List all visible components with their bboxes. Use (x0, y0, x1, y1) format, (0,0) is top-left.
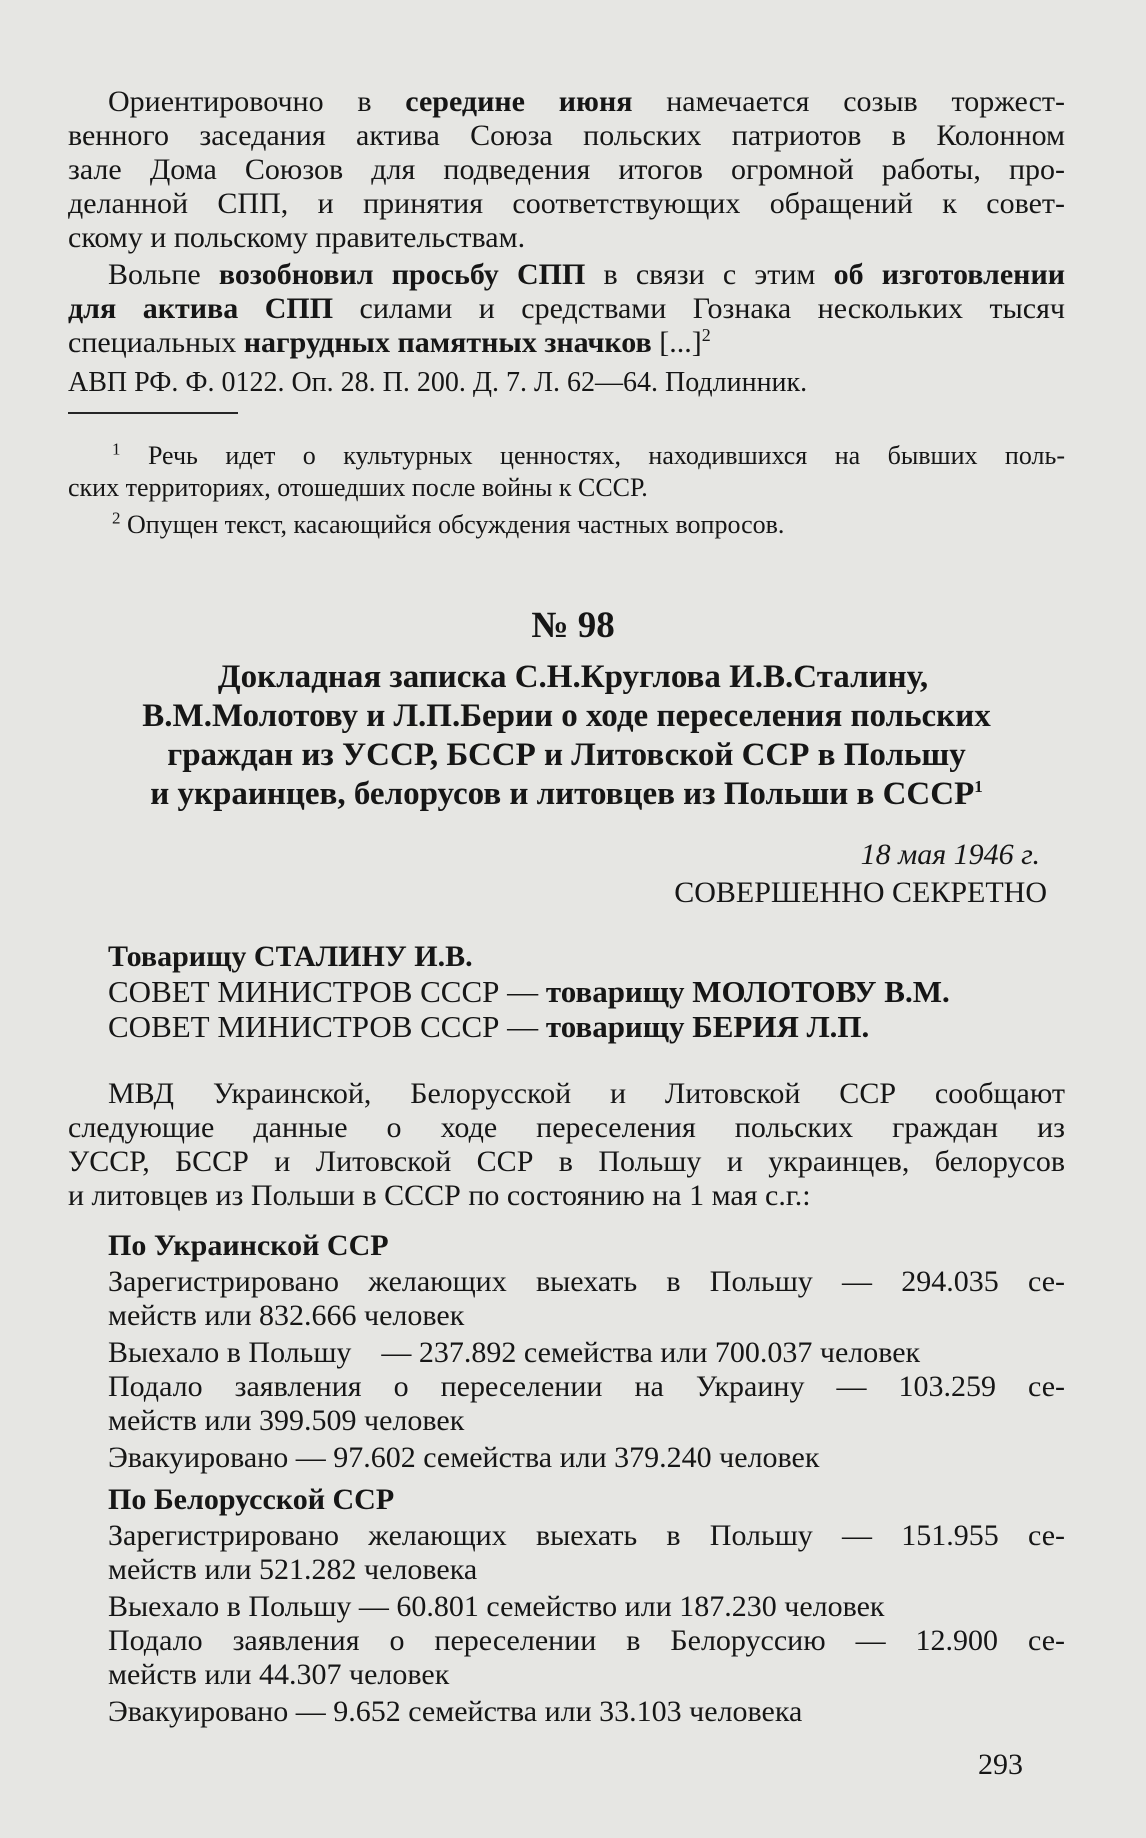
belarus-applications-line-1: Подало заявления о переселении в Белоруссию — 12.900 се- (108, 1624, 1065, 1657)
ukraine-applications-line-2: мейств или 399.509 человек (108, 1404, 465, 1437)
intro-line-1: МВД Украинской, Белорусской и Литовской ССР сообщают (108, 1077, 1065, 1110)
footnote-1-line-2: ских территориях, отошедших после войны к СССР. (68, 473, 648, 502)
addressee-stalin: Товарищу СТАЛИНУ И.В. (108, 940, 473, 973)
paragraph-1-line-2: венного заседания актива Союза польских патриотов в Колонном (68, 119, 1065, 152)
ukraine-evacuated: Эвакуировано — 97.602 семейства или 379.240 человек (108, 1441, 820, 1474)
footnote-2: $^2$ Опущен текст, касающийся обсуждения частных вопросов. (112, 508, 785, 539)
title-line-3: граждан из УССР, БССР и Литовской ССР в Польшу (167, 737, 966, 773)
footnote-1-line-1: $^1$ Речь идет о культурных ценностях, находившихся на бывших поль- (112, 439, 1065, 470)
paragraph-1-line-1: Ориентировочно в середине июня намечается созыв торжест- (108, 85, 1066, 118)
paragraph-2-line-1: Вольпе возобновил просьбу СПП в связи с этим об изготовлении (108, 258, 1066, 291)
page-number: 293 (978, 1748, 1023, 1781)
paragraph-1-line-4: деланной СПП, и принятия соответствующих обращений к совет- (68, 187, 1065, 220)
belarus-evacuated: Эвакуировано — 9.652 семейства или 33.103 человека (108, 1695, 803, 1728)
ukraine-applications-line-1: Подало заявления о переселении на Украину — 103.259 се- (108, 1370, 1065, 1403)
belarus-registered-line-1: Зарегистрировано желающих выехать в Польшу — 151.955 се- (108, 1519, 1065, 1552)
document-date: 18 мая 1946 г. (860, 838, 1040, 871)
title-line-4: и украинцев, белорусов и литовцев из Польши в СССР$^1$ (150, 776, 983, 812)
intro-line-4: и литовцев из Польши в СССР по состоянию на 1 мая с.г.: (68, 1179, 811, 1212)
footnote-divider (68, 412, 238, 414)
belarus-heading: По Белорусской ССР (108, 1483, 395, 1516)
paragraph-1-line-5: скому и польскому правительствам. (68, 221, 526, 254)
classification-stamp: СОВЕРШЕННО СЕКРЕТНО (674, 876, 1047, 909)
ukraine-registered-line-1: Зарегистрировано желающих выехать в Польшу — 294.035 се- (108, 1265, 1065, 1298)
belarus-registered-line-2: мейств или 521.282 человека (108, 1553, 478, 1586)
title-line-2: В.М.Молотову и Л.П.Берии о ходе переселения польских (142, 698, 991, 734)
ukraine-heading: По Украинской ССР (108, 1229, 389, 1262)
belarus-departed: Выехало в Польшу — 60.801 семейство или 187.230 человек (108, 1590, 885, 1623)
archive-reference: АВП РФ. Ф. 0122. Оп. 28. П. 200. Д. 7. Л. 62—64. Подлинник. (68, 367, 808, 398)
addressee-beria: СОВЕТ МИНИСТРОВ СССР — товарищу БЕРИЯ Л.П. (108, 1009, 870, 1044)
paragraph-2-line-2: для актива СПП силами и средствами Гознака нескольких тысяч (68, 292, 1065, 325)
intro-line-3: УССР, БССР и Литовской ССР в Польшу и украинцев, белорусов (68, 1145, 1065, 1178)
addressee-molotov: СОВЕТ МИНИСТРОВ СССР — товарищу МОЛОТОВУ В.М. (108, 974, 950, 1009)
belarus-applications-line-2: мейств или 44.307 человек (108, 1658, 450, 1691)
ukraine-registered-line-2: мейств или 832.666 человек (108, 1299, 465, 1332)
document-number: № 98 (531, 605, 615, 646)
ukraine-departed: Выехало в Польшу — 237.892 семейства или 700.037 человек (108, 1336, 921, 1369)
paragraph-1-line-3: зале Дома Союзов для подведения итогов огромной работы, про- (68, 153, 1065, 186)
title-line-1: Докладная записка С.Н.Круглова И.В.Сталину, (217, 659, 929, 695)
paragraph-2-line-3: специальных нагрудных памятных значков [...]$^2$ (68, 325, 711, 359)
intro-line-2: следующие данные о ходе переселения польских граждан из (68, 1111, 1065, 1144)
